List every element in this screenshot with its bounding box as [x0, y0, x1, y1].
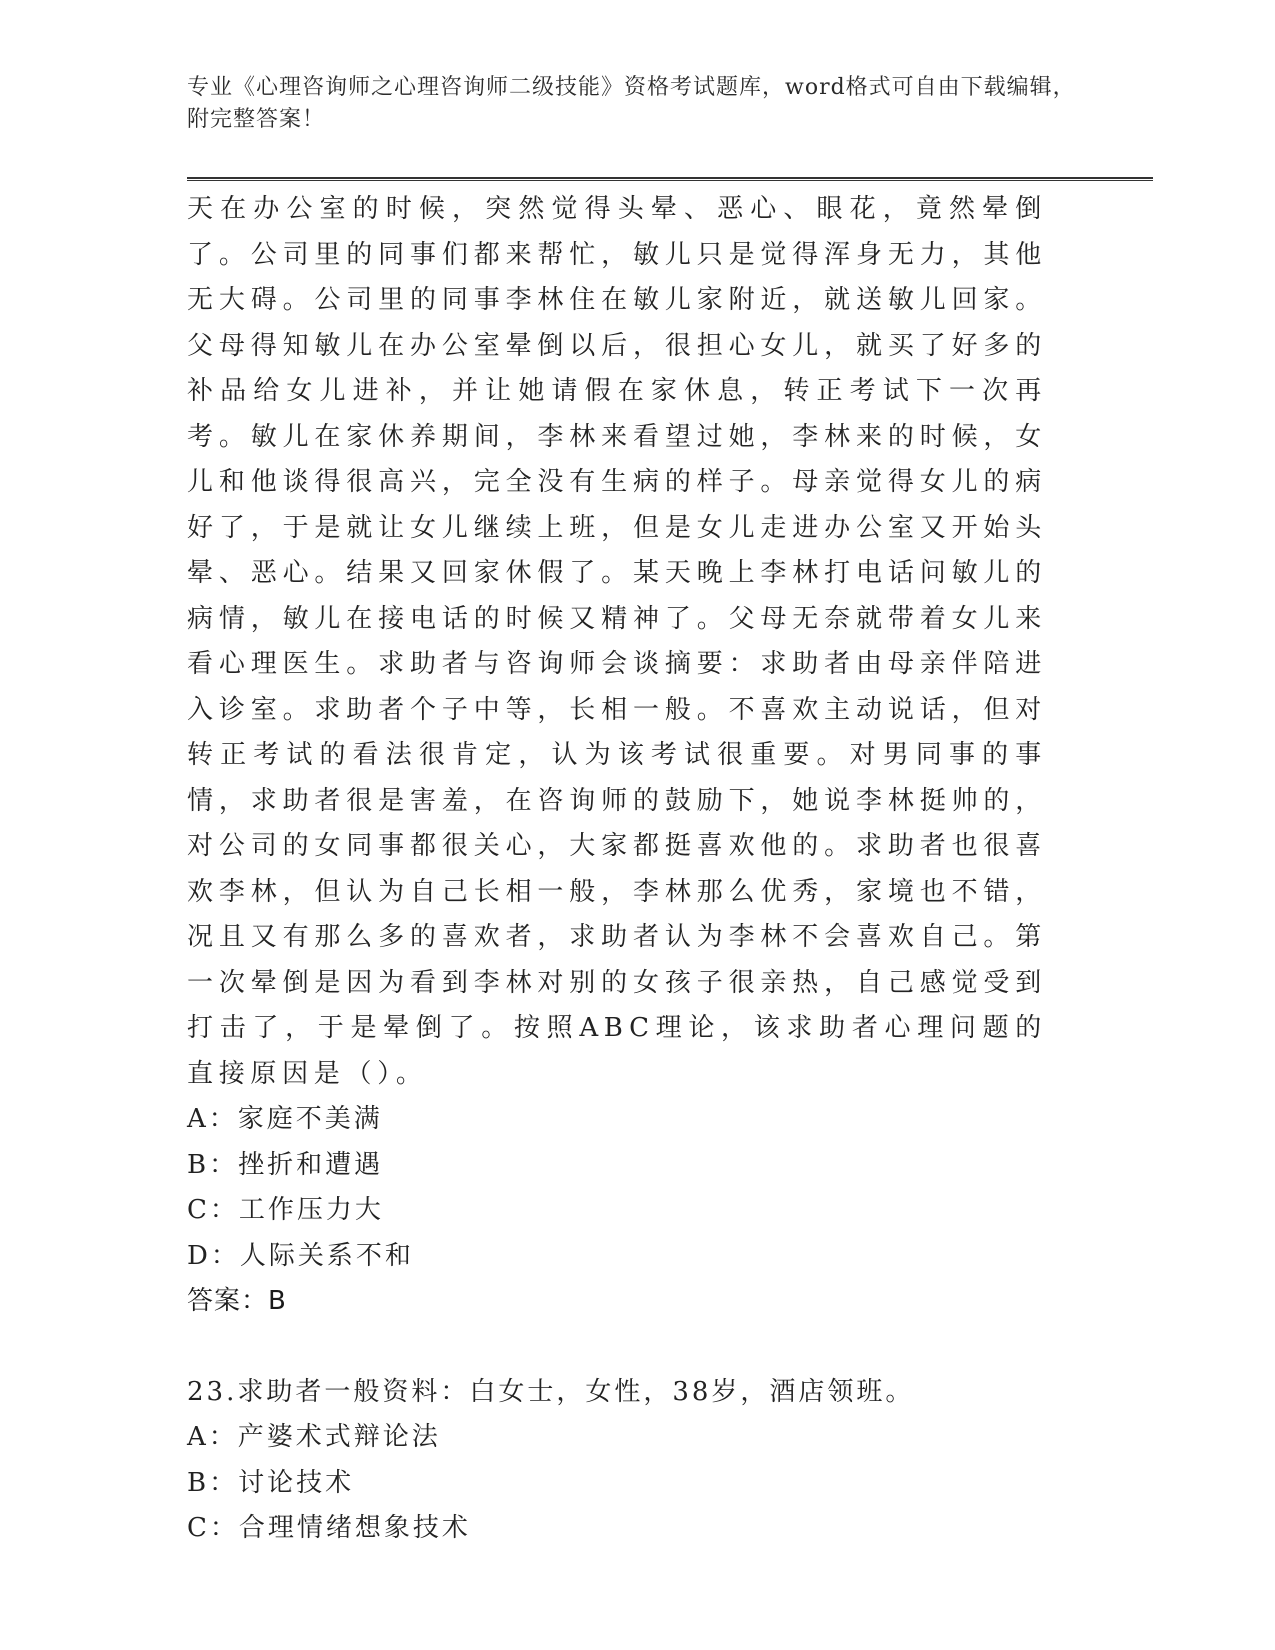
- option-a: A：产婆术式辩论法: [187, 1422, 441, 1452]
- page-header: 专业《心理咨询师之心理咨询师二级技能》资格考试题库，word格式可自由下载编辑，附完整答案！: [187, 75, 1076, 132]
- option-a: A：家庭不美满: [187, 1104, 383, 1134]
- option-b: B：讨论技术: [187, 1467, 355, 1498]
- option-c: C：工作压力大: [187, 1195, 384, 1225]
- question-title: 23.求助者一般资料：白女士，女性，38岁，酒店领班。: [187, 1376, 915, 1407]
- option-d: D：人际关系不和: [187, 1240, 414, 1271]
- question-stem: 天在办公室的时候，突然觉得头晕、恶心、眼花，竟然晕倒了。公司里的同事们都来帮忙，敏儿只是觉得浑身无力，其他无大碍。公司里的同事李林住在敏儿家附近，就送敏儿回家。父母得知敏儿在办公室晕倒以后，很担心女儿，就买了好多的补品给女儿进补，并让她请假在家休息，转正考试下一次再考。敏儿在家休养期间，李林来看望过她，李林来的时候，女儿和他谈得很高兴，完全没有生病的样子。母亲觉得女儿的病好了，于是就让女儿继续上班，但是女儿走进办公室又开始头晕、恶心。结果又回家休假了。某天晚上李林打电话问敏儿的病情，敏儿在接电话的时候又精神了。父母无奈就带着女儿来看心理医生。求助者与咨询师会谈摘要：求助者由母亲伴陪进入诊室。求助者个子中等，长相一般。不喜欢主动说话，但对转正考试的看法很肯定，认为该考试很重要。对男同事的事情，求助者很是害羞，在咨询师的鼓励下，她说李林挺帅的，对公司的女同事都很关心，大家都挺喜欢他的。求助者也很喜欢李林，但认为自己长相一般，李林那么优秀，家境也不错，况且又有那么多的喜欢者，求助者认为李林不会喜欢自己。第一次晕倒是因为看到李林对别的女孩子很亲热，自己感觉受到打击了，于是晕倒了。按照ABC理论，该求助者心理问题的直接原因是（）。: [187, 194, 1047, 1089]
- question-23: [187, 1370, 1047, 1552]
- option-b: B：挫折和遭遇: [187, 1149, 384, 1180]
- answer-text: 答案：B: [187, 1286, 287, 1316]
- option-c: C：合理情绪想象技术: [187, 1513, 471, 1543]
- document-body: [187, 187, 1047, 1552]
- header-divider: [187, 177, 1153, 181]
